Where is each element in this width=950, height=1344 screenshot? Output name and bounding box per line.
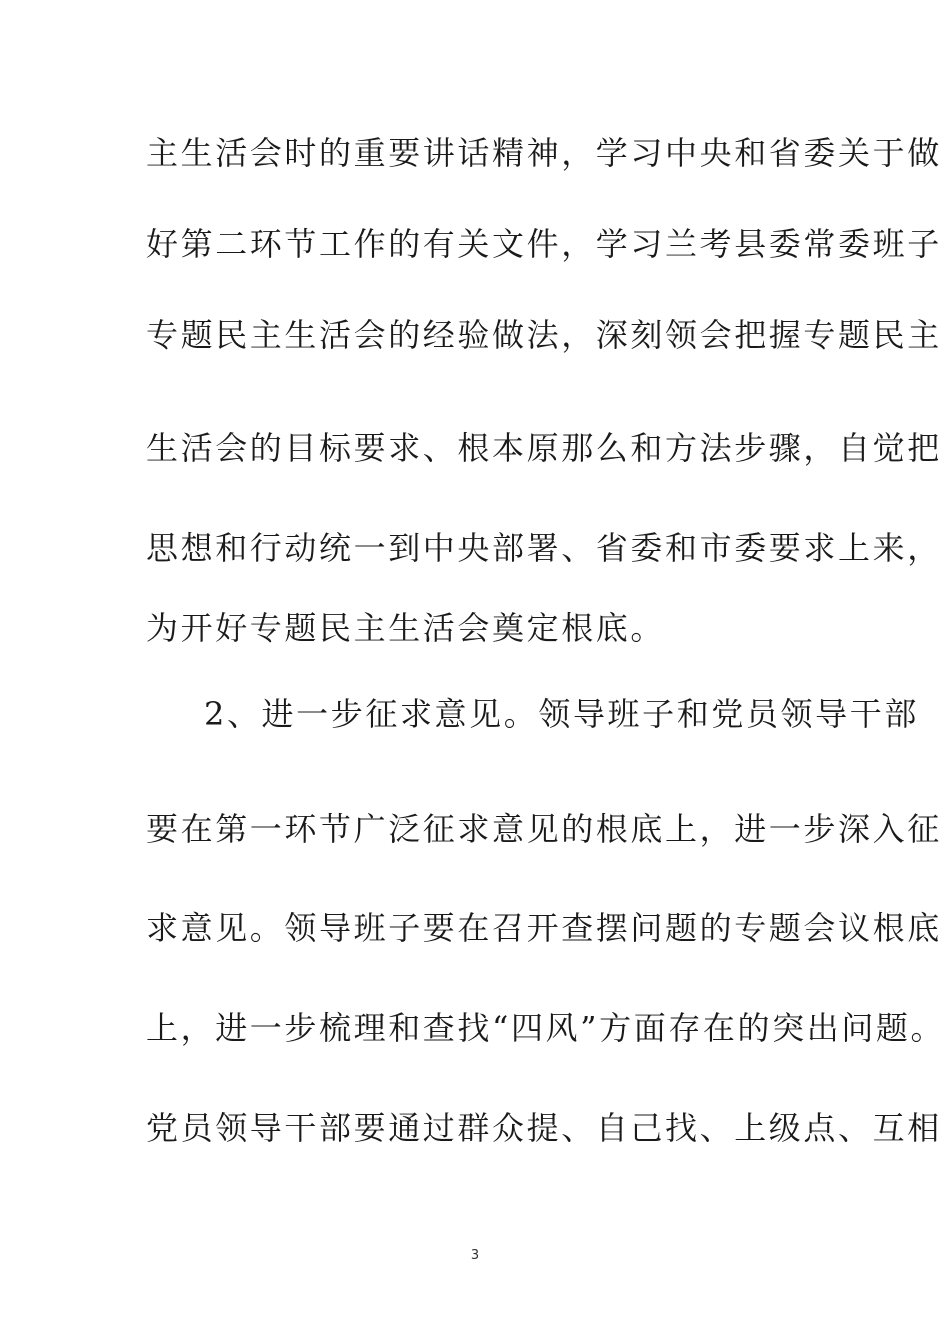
text-line-10: 上，进一步梳理和查找“四风”方面存在的突出问题。	[146, 1009, 946, 1047]
text-line-3: 专题民主生活会的经验做法，深刻领会把握专题民主	[146, 316, 942, 354]
page-number: 3	[470, 1248, 480, 1263]
text-line-2: 好第二环节工作的有关文件，学习兰考县委常委班子	[146, 225, 942, 263]
text-line-11: 党员领导干部要通过群众提、自己找、上级点、互相	[146, 1109, 942, 1147]
text-line-6: 为开好专题民主生活会奠定根底。	[146, 609, 666, 647]
text-line-1: 主生活会时的重要讲话精神，学习中央和省委关于做	[146, 134, 942, 172]
text-line-9: 求意见。领导班子要在召开查摆问题的专题会议根底	[146, 909, 942, 947]
paragraph-2-first-line: 2、进一步征求意见。领导班子和党员领导干部	[204, 695, 919, 733]
text-line-4: 生活会的目标要求、根本原那么和方法步骤，自觉把	[146, 429, 942, 467]
text-line-5: 思想和行动统一到中央部署、省委和市委要求上来，	[146, 529, 942, 567]
text-line-8: 要在第一环节广泛征求意见的根底上，进一步深入征	[146, 810, 942, 848]
